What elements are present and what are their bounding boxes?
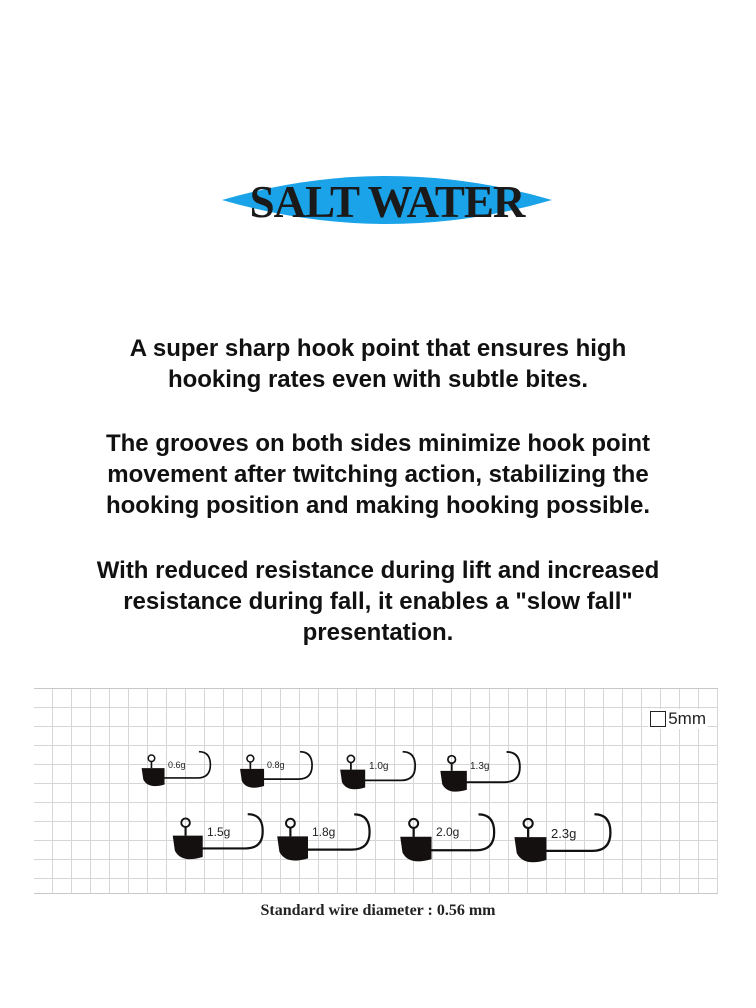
jig-head-icon: [398, 812, 521, 875]
jig-head-icon: [338, 750, 437, 800]
jig-head-6: [275, 812, 396, 874]
salt-water-logo: [214, 160, 560, 240]
description-paragraph-3: With reduced resistance during lift and increased resistance during fall, it enables a "slow fall" presentation.: [96, 557, 660, 646]
jig-weight-label: 0.6g: [168, 760, 186, 770]
jig-weight-label: 2.3g: [551, 826, 577, 841]
description-paragraph-2: The grooves on both sides minimize hook point movement after twitching action, stabilizing the hooking position and making hooking possible.: [105, 430, 651, 519]
jig-weight-label: 1.3g: [470, 761, 490, 772]
description-paragraph-1: A super sharp hook point that ensures high hooking rates even with subtle bites.: [129, 335, 627, 393]
jig-head-icon: [275, 812, 396, 874]
jig-head-3: [338, 750, 437, 800]
jig-weight-label: 1.8g: [312, 825, 336, 839]
scale-square-icon: [650, 711, 666, 727]
jig-head-4: [438, 750, 543, 803]
jig-weight-label: 0.8g: [267, 760, 285, 770]
logo-text: SALT WATER: [249, 177, 525, 227]
jig-weight-label: 1.0g: [369, 761, 389, 772]
scale-label: 5mm: [668, 709, 706, 728]
jig-head-icon: [238, 750, 333, 798]
jig-head-2: [238, 750, 333, 798]
jig-weight-label: 1.5g: [207, 825, 231, 839]
jig-weight-label: 2.0g: [436, 825, 460, 839]
jig-head-icon: [438, 750, 543, 803]
jig-head-1: [140, 750, 230, 796]
jig-head-icon: [512, 812, 638, 876]
jig-head-8: [512, 812, 638, 876]
jig-head-icon: [140, 750, 230, 796]
wire-diameter-caption: Standard wire diameter : 0.56 mm: [260, 902, 496, 919]
jig-head-7: [398, 812, 521, 875]
jig-head-icon: [170, 812, 289, 872]
jig-head-5: [170, 812, 289, 872]
scale-legend: [648, 709, 708, 729]
